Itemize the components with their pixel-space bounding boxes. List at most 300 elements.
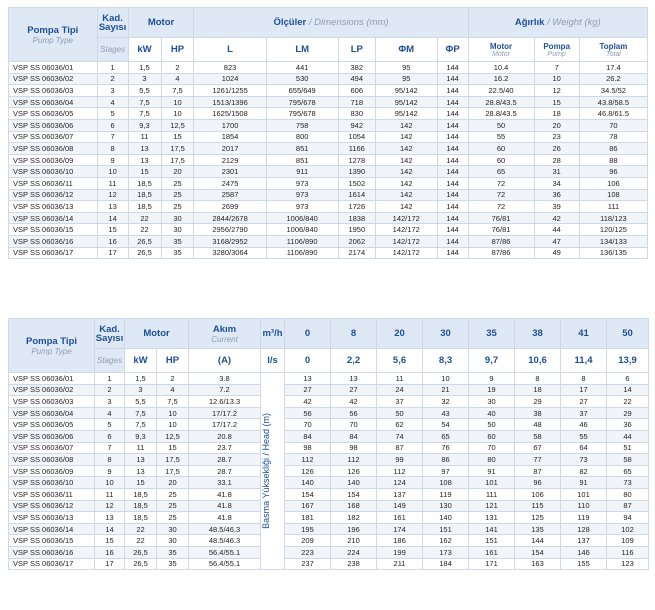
table-cell: 70 [469,442,515,454]
table-cell: 112 [285,454,331,466]
table-row [9,477,649,489]
phim-header: ΦM [375,38,437,62]
pump-model-cell: VSP SS 06036/01 [9,373,95,385]
table-cell: 6 [95,430,125,442]
table-cell: 14 [97,212,128,224]
table-cell: 26,5 [125,558,157,570]
table-cell: 28.8/43.5 [468,96,534,108]
pump-model-cell: VSP SS 06036/05 [9,108,98,120]
table-cell: 123 [607,558,649,570]
table-cell: 173 [423,546,469,558]
table-cell: 102 [607,523,649,535]
table-cell: 144 [437,62,468,74]
table-cell: 23 [534,131,579,143]
table-cell: 2 [161,62,194,74]
table-row [9,143,648,155]
table-cell: 87 [377,442,423,454]
table-cell: 144 [437,85,468,97]
table-cell: 6 [97,119,128,131]
table-cell: 174 [377,523,423,535]
table-cell: 30 [161,212,194,224]
table-cell: 5 [97,108,128,120]
table-cell: 142/172 [375,235,437,247]
table-cell: 5 [95,419,125,431]
table-cell: 51 [607,442,649,454]
table-cell: 144 [437,189,468,201]
table-cell: 142 [375,201,437,213]
table-cell: 137 [561,535,607,547]
table-cell: 15 [161,131,194,143]
table-cell: 10 [95,477,125,489]
table-cell: 142 [375,119,437,131]
table-cell: 40 [469,407,515,419]
table-cell: 223 [285,546,331,558]
table-cell: 17 [95,558,125,570]
table-cell: 718 [338,96,375,108]
table-row [9,396,649,408]
flow-ls-7: 13,9 [607,349,649,373]
table-cell: 106 [579,177,647,189]
weight-total-header: Toplam Total [579,38,647,62]
table-cell: 1261/1255 [194,85,266,97]
table-row [9,189,648,201]
table-cell: 28.7 [189,465,261,477]
table-cell: 35 [157,558,189,570]
table-cell: 26,5 [125,546,157,558]
table-cell: 3 [97,85,128,97]
table-cell: 182 [331,512,377,524]
table-cell: 20 [157,477,189,489]
table-cell: 16 [95,546,125,558]
table-cell: 7,5 [157,396,189,408]
table-cell: 17/17.2 [189,419,261,431]
table-cell: 48.5/46.3 [189,535,261,547]
stages-en-header: Stages [95,349,125,373]
head-label-en: / Head (m) [261,413,272,456]
table-cell: 58 [607,454,649,466]
table-cell: 10 [161,96,194,108]
table-cell: 91 [469,465,515,477]
table-cell: 11 [97,177,128,189]
pump-model-cell: VSP SS 06036/12 [9,500,95,512]
pump-model-cell: VSP SS 06036/09 [9,154,98,166]
table-cell: 2844/2678 [194,212,266,224]
table-cell: 30 [161,224,194,236]
weight-header: Ağırlık / Weight (kg) [468,8,647,38]
table-cell: 65 [423,430,469,442]
table-row [9,546,649,558]
table-cell: 142 [375,189,437,201]
table-cell: 13 [125,454,157,466]
table-cell: 12,5 [161,119,194,131]
table-cell: 88 [579,154,647,166]
table-cell: 9,3 [128,119,161,131]
table-cell: 144 [437,212,468,224]
table-cell: 3 [95,396,125,408]
table-cell: 26 [534,143,579,155]
table-cell: 22 [128,212,161,224]
table-cell: 758 [266,119,338,131]
table-cell: 56.4/55.1 [189,546,261,558]
table-cell: 50 [468,119,534,131]
table-cell: 142 [375,131,437,143]
pump-type-header: Pompa Tipi Pump Type [9,319,95,373]
table-cell: 118/123 [579,212,647,224]
table-cell: 27 [561,396,607,408]
table-cell: 56 [331,407,377,419]
table-cell: 15 [95,535,125,547]
table-cell: 823 [194,62,266,74]
table-cell: 144 [437,119,468,131]
table-cell: 11 [377,373,423,385]
table-cell: 163 [515,558,561,570]
flow-m3h-1: 8 [331,319,377,349]
flow-ls-4: 9,7 [469,349,515,373]
table-cell: 11 [95,488,125,500]
table-row [9,166,648,178]
table-cell: 1006/840 [266,224,338,236]
table-cell: 60 [468,143,534,155]
table-cell: 16.2 [468,73,534,85]
table-cell: 606 [338,85,375,97]
table-cell: 17/17.2 [189,407,261,419]
table-cell: 36 [534,189,579,201]
table-cell: 46.8/61.5 [579,108,647,120]
table-cell: 34.5/52 [579,85,647,97]
table-cell: 108 [579,189,647,201]
table-cell: 154 [331,488,377,500]
pump-model-cell: VSP SS 06036/03 [9,85,98,97]
table-cell: 10 [157,419,189,431]
lp-header: LP [338,38,375,62]
table-cell: 2129 [194,154,266,166]
table-cell: 942 [338,119,375,131]
pump-model-cell: VSP SS 06036/04 [9,407,95,419]
table-cell: 8 [515,373,561,385]
table-cell: 1 [97,62,128,74]
table-cell: 1854 [194,131,266,143]
flow-m3h-2: 20 [377,319,423,349]
table-cell: 800 [266,131,338,143]
table-cell: 140 [423,512,469,524]
table-cell: 3280/3064 [194,247,266,259]
table-cell: 237 [285,558,331,570]
table-cell: 7,5 [128,108,161,120]
table-cell: 17.4 [579,62,647,74]
table-cell: 87/86 [468,247,534,259]
lm-header: LM [266,38,338,62]
table-cell: 12 [97,189,128,201]
table-cell: 84 [331,430,377,442]
table-cell: 73 [607,477,649,489]
table-cell: 224 [331,546,377,558]
dimensions-weights-table [8,7,648,259]
table-cell: 21 [423,384,469,396]
table-cell: 10 [161,108,194,120]
table-cell: 1700 [194,119,266,131]
table-cell: 25 [157,488,189,500]
table-cell: 56 [285,407,331,419]
performance-table [8,318,649,570]
table-cell: 7,5 [125,419,157,431]
table-cell: 41.8 [189,500,261,512]
table-cell: 98 [285,442,331,454]
table-cell: 47 [534,235,579,247]
table-cell: 18 [534,108,579,120]
table-cell: 530 [266,73,338,85]
table-cell: 24 [377,384,423,396]
table-cell: 60 [469,430,515,442]
table-cell: 96 [579,166,647,178]
table-cell: 851 [266,154,338,166]
table-cell: 39 [534,201,579,213]
table-cell: 23.7 [189,442,261,454]
table-cell: 50 [469,419,515,431]
table-cell: 494 [338,73,375,85]
table-row [9,119,648,131]
current-unit-header: (A) [189,349,261,373]
table-cell: 382 [338,62,375,74]
table-cell: 12 [534,85,579,97]
dimensions-header: Ölçüler / Dimensions (mm) [194,8,468,38]
flow-ls-3: 8,3 [423,349,469,373]
stages-header: Kad. Sayısı [97,8,128,38]
table-cell: 17,5 [161,143,194,155]
table-row [9,419,649,431]
table-cell: 1106/890 [266,235,338,247]
weight-pump-header: Pompa Pump [534,38,579,62]
head-label [261,413,271,529]
table-cell: 35 [161,247,194,259]
table-cell: 1390 [338,166,375,178]
table-cell: 144 [437,131,468,143]
table-cell: 144 [437,247,468,259]
table-cell: 25 [161,189,194,201]
current-header: Akım Current [189,319,261,349]
pump-model-cell: VSP SS 06036/16 [9,546,95,558]
table-cell: 22 [125,523,157,535]
table-cell: 37 [377,396,423,408]
table-cell: 95/142 [375,96,437,108]
l-header: L [194,38,266,62]
stages-en-header: Stages [97,38,128,62]
table-cell: 126 [285,465,331,477]
table-cell: 12,5 [157,430,189,442]
table-cell: 25 [161,177,194,189]
table-cell: 142/172 [375,224,437,236]
table-cell: 15 [128,166,161,178]
pump-model-cell: VSP SS 06036/07 [9,442,95,454]
table-cell: 15 [157,442,189,454]
pump-model-cell: VSP SS 06036/04 [9,96,98,108]
table-cell: 134/133 [579,235,647,247]
table-cell: 911 [266,166,338,178]
table-cell: 209 [285,535,331,547]
table-cell: 142 [375,154,437,166]
motor-header: Motor [128,8,194,38]
pump-model-cell: VSP SS 06036/12 [9,189,98,201]
table-cell: 140 [285,477,331,489]
table-cell: 97 [423,465,469,477]
table-cell: 130 [423,500,469,512]
table-cell: 84 [285,430,331,442]
table-cell: 13 [95,512,125,524]
table-cell: 77 [515,454,561,466]
table-cell: 95 [375,62,437,74]
pump-model-cell: VSP SS 06036/01 [9,62,98,74]
table-cell: 144 [437,143,468,155]
table-cell: 18,5 [128,201,161,213]
head-axis-label [261,373,285,570]
table-cell: 18 [515,384,561,396]
table-row [9,73,648,85]
phip-header: ΦP [437,38,468,62]
pump-model-cell: VSP SS 06036/07 [9,131,98,143]
table-cell: 9 [97,154,128,166]
table-cell: 149 [377,500,423,512]
table-cell: 67 [515,442,561,454]
pump-model-cell: VSP SS 06036/15 [9,224,98,236]
table-cell: 7,5 [128,96,161,108]
table-cell: 41.8 [189,488,261,500]
table-row [9,500,649,512]
table-cell: 144 [515,535,561,547]
table-cell: 86 [579,143,647,155]
flow-ls-1: 2,2 [331,349,377,373]
table-cell: 1006/840 [266,212,338,224]
table-cell: 28.7 [189,454,261,466]
pump-model-cell: VSP SS 06036/10 [9,477,95,489]
table-cell: 22 [125,535,157,547]
table-cell: 1726 [338,201,375,213]
pump-model-cell: VSP SS 06036/08 [9,454,95,466]
table-cell: 31 [534,166,579,178]
table-cell: 120/125 [579,224,647,236]
table-cell: 3 [128,73,161,85]
table-cell: 10 [534,73,579,85]
table-cell: 13 [97,201,128,213]
pump-model-cell: VSP SS 06036/03 [9,396,95,408]
table-cell: 43 [423,407,469,419]
table-cell: 87 [515,465,561,477]
table-cell: 56.4/55.1 [189,558,261,570]
pump-model-cell: VSP SS 06036/11 [9,488,95,500]
table-cell: 27 [331,384,377,396]
table-cell: 199 [377,546,423,558]
table-cell: 1838 [338,212,375,224]
table-cell: 1024 [194,73,266,85]
hp-header: HP [161,38,194,62]
table-cell: 142 [375,177,437,189]
table-cell: 137 [377,488,423,500]
table-cell: 112 [331,454,377,466]
table-cell: 146 [561,546,607,558]
table-cell: 144 [437,224,468,236]
table-row [9,154,648,166]
table-cell: 144 [437,154,468,166]
table-cell: 42 [331,396,377,408]
table-cell: 144 [437,73,468,85]
table-cell: 110 [561,500,607,512]
table-cell: 91 [561,477,607,489]
table-cell: 17,5 [157,454,189,466]
table-cell: 64 [561,442,607,454]
kw-header: kW [128,38,161,62]
table-cell: 58 [515,430,561,442]
table-cell: 2 [95,384,125,396]
table-cell: 112 [377,465,423,477]
table-cell: 1513/1396 [194,96,266,108]
table-cell: 25 [157,500,189,512]
table-cell: 96 [515,477,561,489]
table-cell: 6 [607,373,649,385]
table-cell: 1625/1508 [194,108,266,120]
table-cell: 142 [375,143,437,155]
table-cell: 2017 [194,143,266,155]
table-cell: 441 [266,62,338,74]
table-cell: 10.4 [468,62,534,74]
table-cell: 7,5 [161,85,194,97]
table-cell: 65 [607,465,649,477]
table-cell: 30 [157,535,189,547]
table-cell: 1950 [338,224,375,236]
table-cell: 1 [95,373,125,385]
table-cell: 195 [285,523,331,535]
table-cell: 1,5 [128,62,161,74]
table-cell: 35 [157,546,189,558]
table-cell: 22 [128,224,161,236]
pump-model-cell: VSP SS 06036/02 [9,73,98,85]
table-cell: 8 [561,373,607,385]
table-row [9,465,649,477]
table-cell: 10 [423,373,469,385]
flow-m3h-0: 0 [285,319,331,349]
table-cell: 29 [607,407,649,419]
table-cell: 125 [515,512,561,524]
table-cell: 43.8/58.5 [579,96,647,108]
table-cell: 13 [125,465,157,477]
table-cell: 14 [95,523,125,535]
flow-ls-2: 5,6 [377,349,423,373]
table-cell: 14 [607,384,649,396]
table-cell: 22 [607,396,649,408]
table-cell: 95/142 [375,108,437,120]
table-cell: 162 [423,535,469,547]
table-cell: 20 [161,166,194,178]
table-cell: 136/135 [579,247,647,259]
table-cell: 76/81 [468,212,534,224]
table-cell: 55 [468,131,534,143]
table-cell: 72 [468,177,534,189]
table-cell: 76 [423,442,469,454]
table-cell: 76/81 [468,224,534,236]
table-row [9,235,648,247]
table-cell: 46 [561,419,607,431]
table-cell: 87/86 [468,235,534,247]
table-cell: 161 [377,512,423,524]
table-cell: 10 [157,407,189,419]
table-cell: 13 [128,154,161,166]
table-cell: 124 [377,477,423,489]
table-cell: 13 [331,373,377,385]
table-cell: 119 [423,488,469,500]
flow-m3h-4: 35 [469,319,515,349]
table-cell: 7 [95,442,125,454]
table-cell: 2174 [338,247,375,259]
table-cell: 44 [607,430,649,442]
flow-m3h-5: 38 [515,319,561,349]
table-row [9,62,648,74]
